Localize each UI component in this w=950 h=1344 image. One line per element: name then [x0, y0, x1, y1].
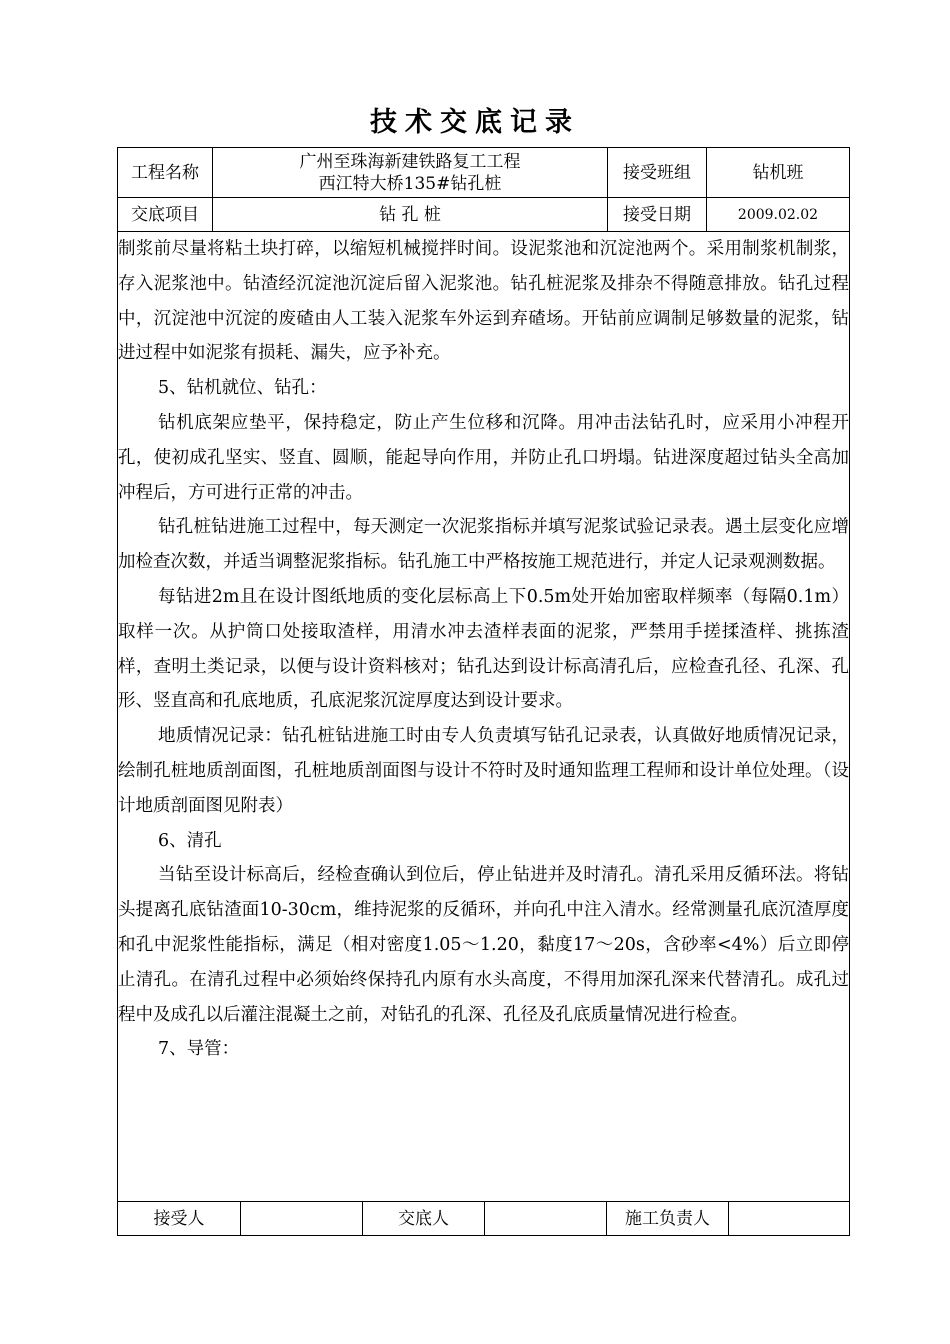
- item-label: 交底项目: [131, 204, 199, 225]
- receive-date-value: 2009.02.02: [737, 206, 819, 223]
- project-name-line2: 西江特大桥135#钻孔桩: [318, 173, 502, 194]
- receiver-value: [241, 1202, 362, 1236]
- receiving-team-value: 钻机班: [752, 162, 804, 183]
- briefing-content: [118, 232, 849, 1067]
- project-name-value: [213, 148, 607, 197]
- receive-date-label: 接受日期: [623, 204, 691, 225]
- paragraph-1: 制浆前尽量将粘土块打碎，以缩短机械搅拌时间。设泥浆池和沉淀池两个。采用制浆机制浆，存入泥浆池中。钻渣经沉淀池沉淀后留入泥浆池。钻孔桩泥浆及排杂不得随意排放。钻孔过程中，沉淀池中沉淀的废碴由人工装入泥浆车外运到弃碴场。开钻前应调制足够数量的泥浆，钻进过程中如泥浆有损耗、漏失，应予补充。: [118, 239, 849, 364]
- receiving-team-label: 接受班组: [623, 162, 691, 183]
- briefer-label: 交底人: [398, 1209, 449, 1229]
- item-value: 钻 孔 桩: [379, 204, 441, 225]
- briefer-value: [485, 1202, 606, 1236]
- paragraph-5: 每钻进2m且在设计图纸地质的变化层标高上下0.5m处开始加密取样频率（每隔0.1m）取样一次。从护筒口处接取渣样，用清水冲去渣样表面的泥浆，严禁用手搓揉渣样、挑拣渣样，查明土类记录，以便与设计资料核对；钻孔达到设计标高清孔后，应检查孔径、孔深、孔形、竖直高和孔底地质，孔底泥浆沉淀厚度达到设计要求。: [118, 586, 849, 712]
- project-name-line1: 广州至珠海新建铁路复工工程: [299, 151, 521, 172]
- paragraph-4: 钻孔桩钻进施工过程中，每天测定一次泥浆指标并填写泥浆试验记录表。遇土层变化应增加检查次数，并适当调整泥浆指标。钻孔施工中严格按施工规范进行，并定人记录观测数据。: [118, 517, 849, 573]
- paragraph-6: 地质情况记录：钻孔桩钻进施工时由专人负责填写钻孔记录表，认真做好地质情况记录，绘制孔桩地质剖面图，孔桩地质剖面图与设计不符时及时通知监理工程师和设计单位处理。（设计地质剖面图见附表）: [118, 726, 849, 816]
- section-5-heading: 5、钻机就位、钻孔：: [158, 378, 327, 399]
- page-title: 技术交底记录: [370, 107, 580, 138]
- section-7-heading: 7、导管：: [158, 1039, 240, 1060]
- construction-lead-value: [729, 1202, 849, 1236]
- section-6-heading: 6、清孔: [158, 830, 222, 851]
- paragraph-3: 钻机底架应垫平，保持稳定，防止产生位移和沉降。用冲击法钻孔时，应采用小冲程开孔，使初成孔坚实、竖直、圆顺，能起导向作用，并防止孔口坍塌。钻进深度超过钻头全高加冲程后，方可进行正常的冲击。: [118, 412, 849, 503]
- project-name-label: 工程名称: [131, 162, 199, 183]
- construction-lead-label: 施工负责人: [625, 1209, 710, 1229]
- receiver-label: 接受人: [153, 1209, 205, 1229]
- paragraph-8: 当钻至设计标高后，经检查确认到位后，停止钻进并及时清孔。清孔采用反循环法。将钻头提离孔底钻渣面10-30cm，维持泥浆的反循环，并向孔中注入清水。经常测量孔底沉渣厚度和孔中泥浆性能指标，满足（相对密度1.05～1.20，黏度17～20s，含砂率<4%）后立即停止清孔。在清孔过程中必须始终保持孔内原有水头高度，不得用加深孔深来代替清孔。成孔过程中及成孔以后灌注混凝土之前，对钻孔的孔深、孔径及孔底质量情况进行检查。: [118, 865, 849, 1025]
